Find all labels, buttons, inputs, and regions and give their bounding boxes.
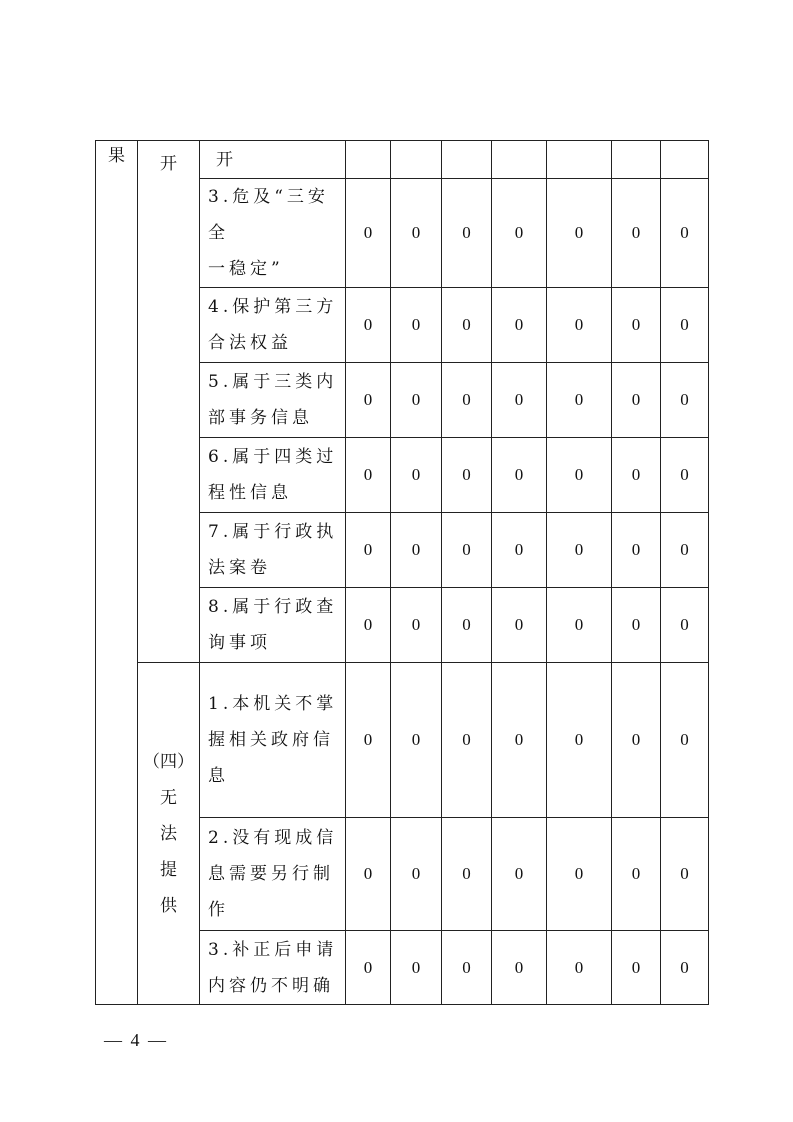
value-cell: 0	[612, 931, 661, 1005]
group-label-line: 提	[160, 859, 177, 880]
value-cell	[442, 141, 492, 179]
value-cell: 0	[661, 588, 709, 663]
value-cell: 0	[442, 931, 492, 1005]
value-cell: 0	[391, 179, 442, 288]
value-cell: 0	[661, 179, 709, 288]
value-cell: 0	[442, 588, 492, 663]
value-cell: 0	[547, 513, 612, 588]
category-label-line: 一稳定”	[208, 259, 284, 279]
value-cell: 0	[661, 363, 709, 438]
statistics-table	[95, 140, 709, 1005]
value-cell: 0	[492, 818, 547, 931]
category-label-line: 4.保护第三方	[208, 297, 338, 317]
category-label	[200, 588, 346, 663]
category-label-line: 息需要另行制	[208, 864, 334, 884]
value-cell: 0	[547, 818, 612, 931]
value-cell: 0	[547, 663, 612, 818]
value-cell: 0	[547, 588, 612, 663]
value-cell: 0	[346, 438, 391, 513]
category-label-line: 5.属于三类内	[208, 372, 338, 392]
value-cell	[612, 141, 661, 179]
value-cell: 0	[442, 818, 492, 931]
value-cell: 0	[391, 818, 442, 931]
category-label	[200, 179, 346, 288]
value-cell: 0	[547, 363, 612, 438]
value-cell: 0	[492, 663, 547, 818]
value-cell: 0	[442, 179, 492, 288]
column-label-continuation: 果	[96, 141, 138, 1005]
value-cell: 0	[492, 288, 547, 363]
category-label-line: 作	[208, 900, 229, 920]
category-label-line: 6.属于四类过	[208, 447, 338, 467]
value-cell: 0	[661, 513, 709, 588]
value-cell	[547, 141, 612, 179]
category-label-line: 合法权益	[208, 333, 292, 353]
table-row	[96, 663, 709, 818]
value-cell: 0	[391, 438, 442, 513]
value-cell: 0	[391, 588, 442, 663]
group-label-line: （四）	[143, 751, 194, 772]
category-label	[200, 931, 346, 1005]
value-cell: 0	[612, 438, 661, 513]
value-cell: 0	[346, 288, 391, 363]
category-label: 开	[200, 141, 346, 179]
category-label	[200, 438, 346, 513]
value-cell: 0	[612, 663, 661, 818]
value-cell: 0	[346, 663, 391, 818]
value-cell	[661, 141, 709, 179]
category-label	[200, 288, 346, 363]
group-label-line: 法	[160, 823, 177, 844]
value-cell: 0	[346, 931, 391, 1005]
value-cell: 0	[346, 818, 391, 931]
value-cell: 0	[612, 288, 661, 363]
value-cell: 0	[391, 931, 442, 1005]
value-cell: 0	[391, 288, 442, 363]
group-label-4	[138, 663, 200, 1005]
value-cell	[391, 141, 442, 179]
category-label	[200, 663, 346, 818]
value-cell: 0	[492, 588, 547, 663]
category-label	[200, 818, 346, 931]
category-label-line: 握相关政府信	[208, 730, 334, 750]
value-cell: 0	[661, 663, 709, 818]
value-cell: 0	[346, 588, 391, 663]
category-label-line: 法案卷	[208, 558, 271, 578]
category-label-line: 息	[208, 766, 229, 786]
category-label-line: 3.补正后申请	[208, 939, 338, 960]
value-cell: 0	[492, 513, 547, 588]
value-cell: 0	[492, 363, 547, 438]
page-number: — 4 —	[104, 1030, 168, 1050]
value-cell: 0	[346, 179, 391, 288]
value-cell: 0	[661, 818, 709, 931]
category-label-line: 3.危及“三安全	[208, 187, 329, 243]
value-cell: 0	[661, 438, 709, 513]
value-cell: 0	[442, 288, 492, 363]
category-label	[200, 363, 346, 438]
value-cell: 0	[612, 363, 661, 438]
category-label-line: 询事项	[208, 633, 271, 653]
value-cell: 0	[492, 179, 547, 288]
value-cell: 0	[442, 438, 492, 513]
value-cell: 0	[547, 288, 612, 363]
value-cell	[492, 141, 547, 179]
value-cell: 0	[612, 818, 661, 931]
value-cell: 0	[547, 931, 612, 1005]
category-label-line: 2.没有现成信	[208, 828, 338, 848]
category-label-line: 8.属于行政查	[208, 597, 338, 617]
group-label-line: 供	[160, 895, 177, 916]
value-cell	[346, 141, 391, 179]
value-cell: 0	[547, 438, 612, 513]
value-cell: 0	[661, 931, 709, 1005]
value-cell: 0	[391, 663, 442, 818]
value-cell: 0	[442, 513, 492, 588]
category-label-line: 程性信息	[208, 483, 292, 503]
value-cell: 0	[346, 363, 391, 438]
value-cell: 0	[492, 438, 547, 513]
table-row	[96, 141, 709, 179]
value-cell: 0	[612, 513, 661, 588]
value-cell: 0	[492, 931, 547, 1005]
category-label-line: 7.属于行政执	[208, 522, 338, 542]
group-label-line: 无	[160, 787, 177, 808]
category-label-line: 内容仍不明确	[208, 975, 334, 996]
value-cell: 0	[442, 363, 492, 438]
value-cell: 0	[391, 513, 442, 588]
value-cell: 0	[391, 363, 442, 438]
group-label-continuation: 开	[138, 141, 200, 663]
value-cell: 0	[442, 663, 492, 818]
category-label-line: 部事务信息	[208, 408, 313, 428]
category-label	[200, 513, 346, 588]
value-cell: 0	[612, 179, 661, 288]
value-cell: 0	[661, 288, 709, 363]
category-label-line: 1.本机关不掌	[208, 694, 338, 714]
value-cell: 0	[547, 179, 612, 288]
value-cell: 0	[612, 588, 661, 663]
value-cell: 0	[346, 513, 391, 588]
